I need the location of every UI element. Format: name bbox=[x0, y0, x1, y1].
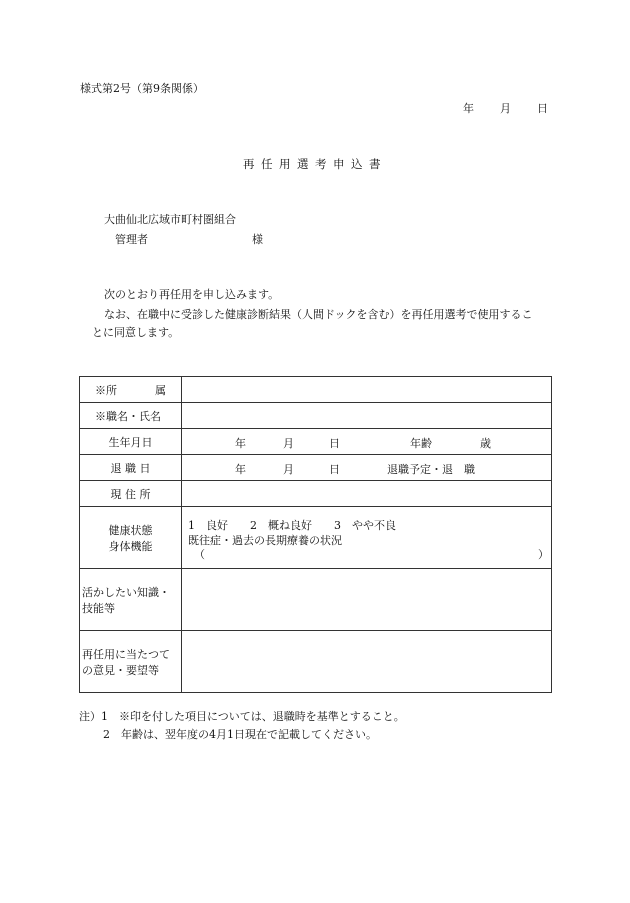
retirement-field[interactable] bbox=[182, 455, 552, 481]
opinion-label bbox=[80, 631, 182, 693]
addressee-organization: 大曲仙北広域市町村圏組合 bbox=[104, 213, 236, 226]
addressee-role: 管理者 bbox=[115, 233, 148, 246]
opinion-row bbox=[80, 631, 552, 693]
retire-day: 日 bbox=[329, 463, 340, 476]
intro-line-1: 次のとおり再任用を申し込みます。 bbox=[104, 288, 280, 301]
affiliation-label bbox=[80, 377, 182, 403]
retirement-row bbox=[80, 455, 552, 481]
affiliation-field[interactable] bbox=[182, 377, 552, 403]
skills-field[interactable] bbox=[182, 569, 552, 631]
health-row bbox=[80, 507, 552, 569]
age-label: 年齢 bbox=[410, 437, 432, 450]
affiliation-label-b: 属 bbox=[155, 383, 166, 397]
health-label-1: 健康状態 bbox=[108, 523, 153, 537]
opinion-field[interactable] bbox=[182, 631, 552, 693]
address-label: 現 住 所 bbox=[80, 481, 182, 507]
birth-row bbox=[80, 429, 552, 455]
age-unit: 歳 bbox=[480, 437, 491, 450]
addressee-honorific: 様 bbox=[252, 233, 263, 246]
date-day: 日 bbox=[537, 102, 548, 115]
opinion-label-1: 再任用に当たつて bbox=[82, 647, 170, 661]
intro-line-3: とに同意します。 bbox=[92, 326, 180, 339]
address-field[interactable] bbox=[182, 481, 552, 507]
skills-label-2: 技能等 bbox=[82, 601, 115, 615]
opinion-label-2: の意見・要望等 bbox=[82, 663, 159, 677]
affiliation-row bbox=[80, 377, 552, 403]
form-number: 様式第2号（第9条関係） bbox=[80, 82, 204, 95]
birth-year: 年 bbox=[235, 437, 246, 450]
retire-status: 退職予定・退 職 bbox=[387, 463, 475, 476]
intro-line-2: なお、在職中に受診した健康診断結果（人間ドックを含む）を再任用選考で使用するこ bbox=[104, 308, 533, 321]
address-row bbox=[80, 481, 552, 507]
note-2: 2 年齢は、翌年度の4月1日現在で記載してください。 bbox=[103, 728, 377, 741]
health-field[interactable] bbox=[182, 507, 552, 569]
title-name-row bbox=[80, 403, 552, 429]
application-form-table bbox=[79, 376, 552, 693]
retire-year: 年 bbox=[235, 463, 246, 476]
health-history: 既往症・過去の長期療養の状況 bbox=[188, 534, 342, 547]
affiliation-label-a: ※所 bbox=[95, 383, 117, 397]
addressee-line bbox=[115, 231, 263, 247]
note-1: 注）1 ※印を付した項目については、退職時を基準とすること。 bbox=[79, 710, 405, 723]
paren-close: ） bbox=[538, 548, 549, 561]
birth-field[interactable] bbox=[182, 429, 552, 455]
page-title: 再任用選考申込書 bbox=[243, 157, 387, 171]
health-options: 1 良好 2 概ね良好 3 やや不良 bbox=[188, 519, 396, 532]
health-label-2: 身体機能 bbox=[108, 539, 153, 553]
birth-month: 月 bbox=[283, 437, 294, 450]
skills-label-1: 活かしたい知識・ bbox=[82, 585, 170, 599]
birth-day: 日 bbox=[329, 437, 340, 450]
title-name-field[interactable] bbox=[182, 403, 552, 429]
date-year: 年 bbox=[463, 102, 474, 115]
skills-row bbox=[80, 569, 552, 631]
retire-month: 月 bbox=[283, 463, 294, 476]
skills-label bbox=[80, 569, 182, 631]
paren-open: （ bbox=[194, 548, 205, 561]
health-label bbox=[80, 507, 182, 569]
title-name-label-text: ※職名・氏名 bbox=[95, 409, 161, 423]
application-date bbox=[463, 100, 548, 116]
title-name-label bbox=[80, 403, 182, 429]
birth-label: 生年月日 bbox=[80, 429, 182, 455]
retirement-label: 退 職 日 bbox=[80, 455, 182, 481]
date-month: 月 bbox=[500, 102, 511, 115]
